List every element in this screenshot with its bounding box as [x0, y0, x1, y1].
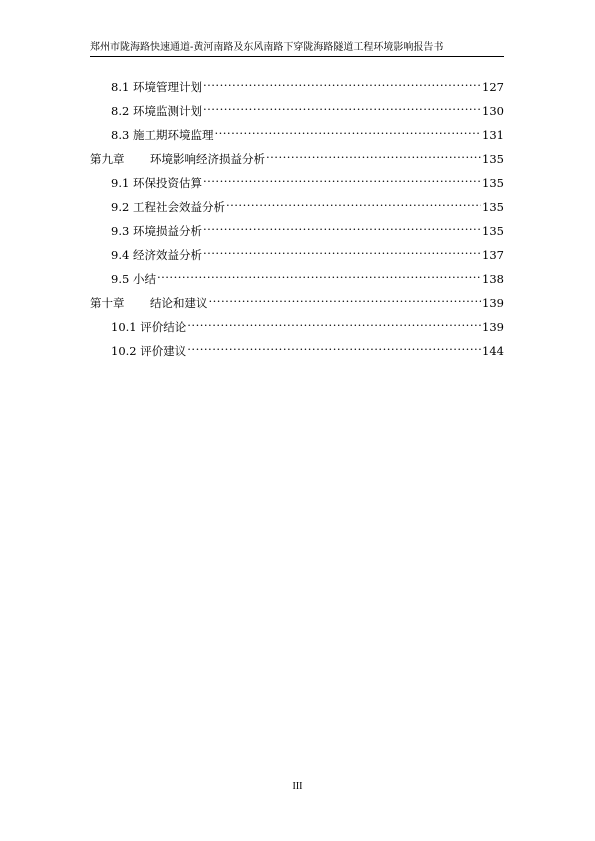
toc-entry-text: 小结: [132, 272, 156, 286]
running-header: 郑州市陇海路快速通道-黄河南路及东风南路下穿陇海路隧道工程环境影响报告书: [90, 42, 444, 53]
toc-entry-title: [90, 294, 208, 312]
toc-entry-number: 8.3: [111, 128, 130, 142]
toc-entry-title: [111, 126, 213, 144]
toc-page-number: 127: [482, 80, 504, 94]
toc-entry-text: 工程社会效益分析: [132, 200, 225, 214]
toc-entry-title: [111, 78, 202, 96]
toc-leader-dots: [203, 217, 481, 235]
toc-page-number: 135: [482, 176, 504, 190]
toc-entry-text: 评价建议: [140, 344, 187, 358]
toc-entry-title: [111, 246, 202, 264]
toc-leader-dots: [226, 193, 481, 211]
toc-leader-dots: [214, 121, 481, 139]
toc-entry-title: [111, 342, 186, 360]
toc-entry-number: 9.4: [111, 248, 130, 262]
toc-entry[interactable]: [111, 73, 504, 94]
toc-leader-dots: [187, 313, 481, 331]
toc-entry-text: 环境影响经济损益分析: [150, 152, 265, 166]
toc-page-number: 139: [482, 296, 504, 310]
toc-entry-title: [111, 198, 225, 216]
toc-chapter-number: 第十章: [90, 296, 125, 310]
toc-page-number: 138: [482, 272, 504, 286]
toc-entry-text: 环境损益分析: [132, 224, 202, 238]
toc-page-number: 135: [482, 200, 504, 214]
toc-entry[interactable]: [111, 265, 504, 286]
toc-leader-dots: [203, 97, 481, 115]
toc-entry-number: 8.2: [111, 104, 130, 118]
toc-page-number: 130: [482, 104, 504, 118]
toc-chapter-entry[interactable]: [90, 145, 504, 166]
toc-entry-title: [90, 150, 265, 168]
toc-chapter-entry[interactable]: [90, 289, 504, 310]
toc-leader-dots: [203, 73, 481, 91]
toc-entry-number: 9.5: [111, 272, 130, 286]
toc-leader-dots: [209, 289, 482, 307]
toc-entry-number: 9.1: [111, 176, 130, 190]
toc-entry-title: [111, 222, 202, 240]
toc-chapter-number: 第九章: [90, 152, 125, 166]
toc-entry-number: 9.2: [111, 200, 130, 214]
toc-entry-text: 环保投资估算: [132, 176, 202, 190]
toc-entry-title: [111, 318, 186, 336]
toc-page-number: 137: [482, 248, 504, 262]
toc-entry[interactable]: [111, 337, 504, 358]
toc-entry-text: 施工期环境监理: [132, 128, 214, 142]
toc-entry-number: 9.3: [111, 224, 130, 238]
toc-entry[interactable]: [111, 313, 504, 334]
toc-entry[interactable]: [111, 169, 504, 190]
toc-entry-number: 8.1: [111, 80, 130, 94]
toc-entry-number: 10.2: [111, 344, 137, 358]
toc-page-number: 144: [482, 344, 504, 358]
toc-entry-text: 环境管理计划: [132, 80, 202, 94]
toc-entry[interactable]: [111, 193, 504, 214]
toc-entry-text: 环境监测计划: [132, 104, 202, 118]
toc-entry-title: [111, 102, 202, 120]
toc-entry[interactable]: [111, 121, 504, 142]
toc-entry[interactable]: [111, 241, 504, 262]
toc-entry-title: [111, 270, 156, 288]
toc-entry-text: 评价结论: [140, 320, 187, 334]
toc-entry-title: [111, 174, 202, 192]
toc-entry[interactable]: [111, 97, 504, 118]
toc-entry[interactable]: [111, 217, 504, 238]
toc-page-number: 135: [482, 152, 504, 166]
toc-leader-dots: [203, 169, 481, 187]
toc-page-number: 139: [482, 320, 504, 334]
toc-entry-number: 10.1: [111, 320, 137, 334]
toc-page-number: 135: [482, 224, 504, 238]
toc-leader-dots: [203, 241, 481, 259]
header-rule: [90, 56, 504, 57]
toc-leader-dots: [157, 265, 481, 283]
toc-page-number: 131: [482, 128, 504, 142]
toc-leader-dots: [187, 337, 481, 355]
toc-entry-text: 经济效益分析: [132, 248, 202, 262]
page-number-footer: III: [292, 781, 303, 792]
toc-leader-dots: [266, 145, 481, 163]
toc-entry-text: 结论和建议: [150, 296, 208, 310]
